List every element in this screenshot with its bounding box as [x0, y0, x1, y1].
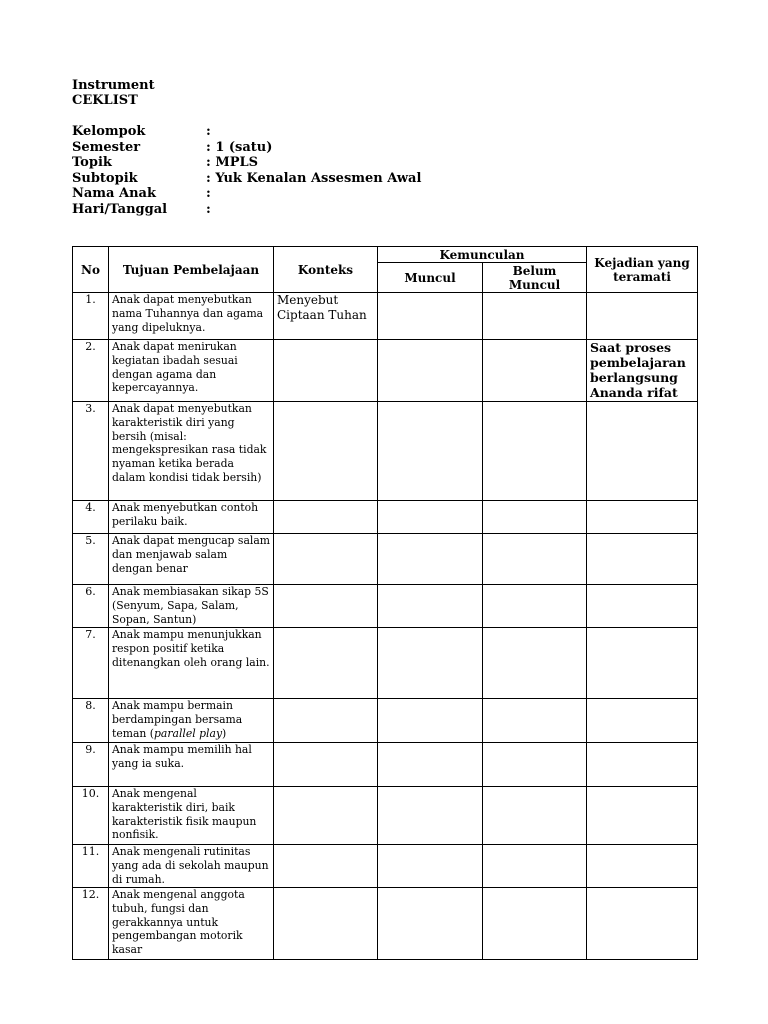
header-tujuan: Tujuan Pembelajaan	[109, 247, 274, 293]
konteks-cell: Menyebut Ciptaan Tuhan	[274, 293, 378, 340]
tujuan-cell: Anak mampu memilih hal yang ia suka.	[109, 743, 274, 787]
kejadian-cell	[587, 699, 698, 743]
belum-muncul-cell[interactable]	[483, 845, 587, 888]
table-row	[73, 501, 698, 534]
row-number: 1.	[73, 293, 109, 340]
kejadian-cell	[587, 845, 698, 888]
tujuan-cell: Anak dapat mengucap salam dan menjawab salam dengan benar	[109, 534, 274, 585]
konteks-cell	[274, 888, 378, 960]
meta-label: Nama Anak	[72, 186, 156, 202]
tujuan-cell	[109, 699, 274, 743]
meta-value: : MPLS	[206, 155, 259, 171]
meta-row-hari-tanggal	[72, 202, 421, 218]
table-row	[73, 534, 698, 585]
tujuan-cell: Anak mampu menunjukkan respon positif ketika ditenangkan oleh orang lain.	[109, 628, 274, 699]
meta-value: :	[206, 201, 211, 217]
table-row	[73, 628, 698, 699]
belum-muncul-cell[interactable]	[483, 293, 587, 340]
muncul-cell[interactable]	[378, 293, 483, 340]
muncul-cell[interactable]	[378, 787, 483, 845]
row-number: 11.	[73, 845, 109, 888]
tujuan-cell: Anak mengenal anggota tubuh, fungsi dan gerakkannya untuk pengembangan motorik kasar	[109, 888, 274, 960]
kejadian-cell	[587, 628, 698, 699]
kejadian-cell: Saat proses pembelajaran berlangsung Ananda rifat	[587, 340, 698, 402]
meta-row-nama-anak	[72, 186, 421, 202]
muncul-cell[interactable]	[378, 534, 483, 585]
tujuan-cell: Anak mengenal karakteristik diri, baik karakteristik fisik maupun nonfisik.	[109, 787, 274, 845]
table-row	[73, 402, 698, 501]
table-row	[73, 787, 698, 845]
identity-fields	[72, 124, 421, 218]
meta-label: Topik	[72, 155, 112, 171]
konteks-cell	[274, 743, 378, 787]
muncul-cell[interactable]	[378, 743, 483, 787]
header-muncul: Muncul	[378, 263, 483, 293]
muncul-cell[interactable]	[378, 699, 483, 743]
table-row	[73, 293, 698, 340]
meta-row-subtopik	[72, 171, 421, 187]
table-row	[73, 743, 698, 787]
tujuan-cell: Anak dapat menirukan kegiatan ibadah sesuai dengan agama dan kepercayannya.	[109, 340, 274, 402]
muncul-cell[interactable]	[378, 845, 483, 888]
row-number: 6.	[73, 585, 109, 628]
muncul-cell[interactable]	[378, 501, 483, 534]
muncul-cell[interactable]	[378, 888, 483, 960]
tujuan-cell: Anak menyebutkan contoh perilaku baik.	[109, 501, 274, 534]
belum-muncul-cell[interactable]	[483, 501, 587, 534]
header-konteks: Konteks	[274, 247, 378, 293]
kejadian-cell	[587, 534, 698, 585]
muncul-cell[interactable]	[378, 628, 483, 699]
table-row	[73, 888, 698, 960]
konteks-cell	[274, 340, 378, 402]
tujuan-text-end: )	[222, 726, 227, 740]
table-row	[73, 699, 698, 743]
meta-row-semester	[72, 140, 421, 156]
tujuan-cell: Anak dapat menyebutkan karakteristik diri yang bersih (misal: mengekspresikan rasa tidak nyaman ketika berada dalam kondisi tidak bersih)	[109, 402, 274, 501]
table-row	[73, 585, 698, 628]
tujuan-cell: Anak membiasakan sikap 5S (Senyum, Sapa, Salam, Sopan, Santun)	[109, 585, 274, 628]
header-row-top	[73, 247, 698, 263]
meta-label: Kelompok	[72, 124, 146, 139]
belum-muncul-cell[interactable]	[483, 699, 587, 743]
title-line-1: Instrument	[72, 78, 155, 93]
meta-value: : Yuk Kenalan Assesmen Awal	[206, 170, 422, 186]
document-title	[72, 78, 155, 108]
tujuan-text: Anak mampu bermain berdampingan bersama teman (	[112, 699, 243, 740]
row-number: 12.	[73, 888, 109, 960]
row-number: 8.	[73, 699, 109, 743]
row-number: 2.	[73, 340, 109, 402]
kejadian-cell	[587, 787, 698, 845]
muncul-cell[interactable]	[378, 585, 483, 628]
meta-label: Subtopik	[72, 170, 138, 186]
header-kemunculan: Kemunculan	[378, 247, 587, 263]
konteks-cell	[274, 699, 378, 743]
meta-label: Semester	[72, 139, 141, 155]
konteks-cell	[274, 585, 378, 628]
konteks-cell	[274, 534, 378, 585]
muncul-cell[interactable]	[378, 340, 483, 402]
belum-muncul-cell[interactable]	[483, 534, 587, 585]
konteks-cell	[274, 845, 378, 888]
belum-muncul-cell[interactable]	[483, 888, 587, 960]
row-number: 4.	[73, 501, 109, 534]
kejadian-cell	[587, 585, 698, 628]
belum-muncul-cell[interactable]	[483, 787, 587, 845]
muncul-cell[interactable]	[378, 402, 483, 501]
meta-label: Hari/Tanggal	[72, 201, 168, 217]
checklist-table	[72, 246, 698, 960]
table-row	[73, 845, 698, 888]
konteks-cell	[274, 402, 378, 501]
konteks-cell	[274, 501, 378, 534]
header-kejadian: Kejadian yang teramati	[587, 247, 698, 293]
tujuan-cell: Anak dapat menyebutkan nama Tuhannya dan agama yang dipeluknya.	[109, 293, 274, 340]
kejadian-cell	[587, 888, 698, 960]
meta-row-topik	[72, 155, 421, 171]
row-number: 9.	[73, 743, 109, 787]
table-row	[73, 340, 698, 402]
konteks-cell	[274, 628, 378, 699]
konteks-cell	[274, 787, 378, 845]
row-number: 7.	[73, 628, 109, 699]
kejadian-cell	[587, 293, 698, 340]
kejadian-cell	[587, 743, 698, 787]
header-belum-muncul: Belum Muncul	[483, 263, 587, 293]
title-line-2: CEKLIST	[72, 93, 138, 108]
kejadian-cell	[587, 402, 698, 501]
tujuan-cell: Anak mengenali rutinitas yang ada di sekolah maupun di rumah.	[109, 845, 274, 888]
meta-value: :	[206, 186, 211, 202]
belum-muncul-cell[interactable]	[483, 585, 587, 628]
belum-muncul-cell[interactable]	[483, 628, 587, 699]
header-no: No	[73, 247, 109, 293]
meta-row-kelompok	[72, 124, 421, 140]
row-number: 3.	[73, 402, 109, 501]
row-number: 5.	[73, 534, 109, 585]
belum-muncul-cell[interactable]	[483, 340, 587, 402]
meta-value: : 1 (satu)	[206, 139, 273, 155]
belum-muncul-cell[interactable]	[483, 402, 587, 501]
tujuan-emphasis: parallel play	[154, 726, 223, 740]
meta-value: :	[206, 124, 211, 139]
belum-muncul-cell[interactable]	[483, 743, 587, 787]
row-number: 10.	[73, 787, 109, 845]
kejadian-cell	[587, 501, 698, 534]
